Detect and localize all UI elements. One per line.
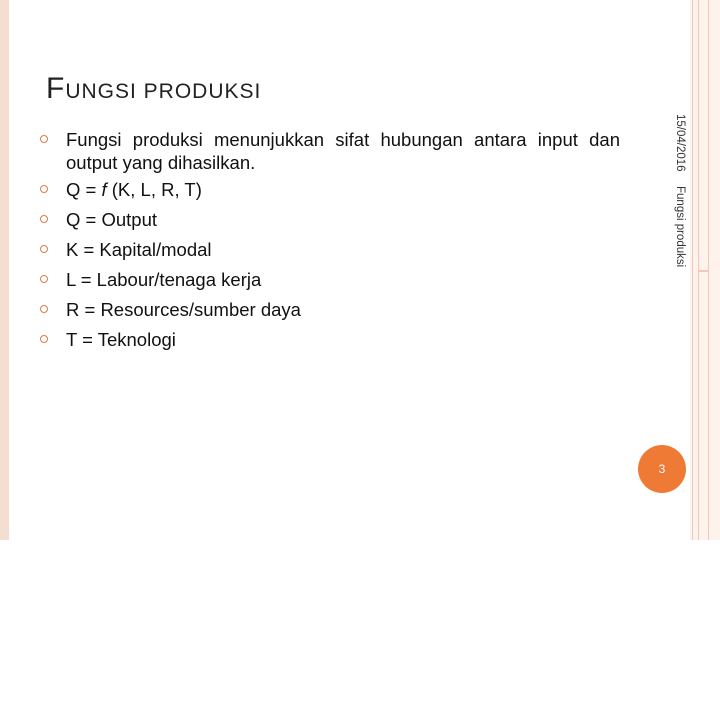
bullet-item [40, 238, 620, 261]
formula-prefix: Q = [66, 179, 102, 200]
slide-date: 15/04/2016 [674, 114, 686, 172]
slide-footer-label: Fungsi produksi [674, 186, 686, 268]
bullet-item [40, 128, 620, 174]
bullet-icon [40, 335, 48, 343]
right-decor-line-3 [708, 0, 709, 540]
left-decor-band [0, 0, 9, 540]
bullet-item [40, 298, 620, 321]
title-initial: F [46, 72, 66, 105]
page-number-badge: 3 [638, 445, 686, 493]
bullet-text: R = Resources/sumber daya [66, 299, 301, 320]
bullet-icon [40, 275, 48, 283]
formula-args: (K, L, R, T) [106, 179, 202, 200]
right-decor-line-1 [692, 0, 693, 540]
bullet-item [40, 208, 620, 231]
bullet-item [40, 328, 620, 351]
bullet-list [40, 128, 620, 358]
right-decor-tick [699, 270, 708, 272]
bullet-text: K = Kapital/modal [66, 239, 212, 260]
bullet-text: T = Teknologi [66, 329, 176, 350]
bullet-text: L = Labour/tenaga kerja [66, 269, 262, 290]
bullet-icon [40, 135, 48, 143]
bullet-icon [40, 185, 48, 193]
formula-function: f [101, 179, 107, 200]
bullet-item [40, 268, 620, 291]
bullet-item-formula [40, 178, 620, 201]
title-rest: UNGSI PRODUKSI [65, 80, 262, 103]
bullet-icon [40, 215, 48, 223]
slide-title [46, 72, 261, 106]
bullet-icon [40, 245, 48, 253]
bullet-text: Q = Output [66, 209, 158, 230]
bullet-text: Fungsi produksi menunjukkan sifat hubungan antara input dan output yang dihasilkan. [66, 129, 620, 173]
bullet-icon [40, 305, 48, 313]
